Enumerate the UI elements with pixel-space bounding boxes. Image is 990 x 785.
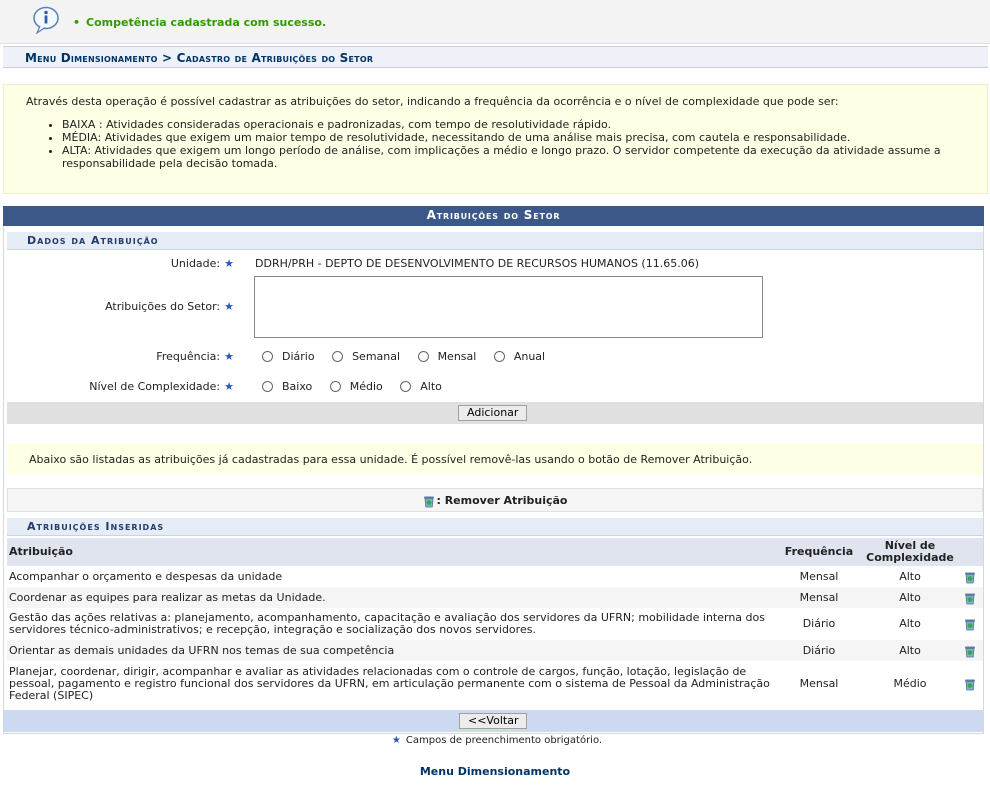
cell-nivel: Alto: [863, 566, 957, 587]
cell-atribuicao: Orientar as demais unidades da UFRN nos temas de sua competência: [7, 640, 775, 661]
complexidade-label: Nível de Complexidade: ★: [89, 380, 234, 393]
frequencia-radio-group: [262, 350, 559, 365]
footer-bar: [3, 710, 984, 732]
trash-icon[interactable]: [963, 617, 977, 631]
trash-icon: [422, 494, 436, 508]
table-row: [7, 640, 983, 661]
radio-circle[interactable]: [400, 381, 411, 392]
cell-nivel: Alto: [863, 608, 957, 640]
radio-circle[interactable]: [494, 351, 505, 362]
remove-button[interactable]: [957, 608, 983, 640]
section-inseridas-title: Atribuições Inseridas: [7, 518, 983, 536]
remove-button[interactable]: [957, 640, 983, 661]
atribuicoes-table: [7, 538, 983, 707]
cell-frequencia: Diário: [775, 640, 863, 661]
adicionar-bar: [7, 402, 983, 424]
atribuicoes-label: Atribuições do Setor: ★: [105, 300, 234, 313]
cell-atribuicao: Coordenar as equipes para realizar as metas da Unidade.: [7, 587, 775, 608]
radio-circle[interactable]: [262, 381, 273, 392]
table-row: [7, 587, 983, 608]
required-star-icon: ★: [224, 300, 234, 313]
radio-circle[interactable]: [418, 351, 429, 362]
required-star-icon: ★: [391, 735, 401, 746]
success-message: • Competência cadastrada com sucesso.: [73, 16, 326, 29]
adicionar-button[interactable]: Adicionar: [458, 405, 527, 421]
trash-icon[interactable]: [963, 644, 977, 658]
cell-nivel: Alto: [863, 640, 957, 661]
section-dados-title: Dados da Atribuição: [7, 232, 983, 250]
menu-dimensionamento-link[interactable]: Menu Dimensionamento: [419, 765, 571, 778]
radio-diario[interactable]: Diário: [262, 350, 315, 363]
unidade-value: DDRH/PRH - DEPTO DE DESENVOLVIMENTO DE RECURSOS HUMANOS (11.65.06): [255, 257, 699, 270]
voltar-button[interactable]: <<Voltar: [459, 713, 527, 729]
table-row: [7, 608, 983, 640]
radio-medio[interactable]: Médio: [330, 380, 383, 393]
cell-atribuicao: Planejar, coordenar, dirigir, acompanhar e avaliar as atividades relacionadas com o controle de cargos, função, lotação, legislação de pessoal, pagamento e registro funcional dos servidores da UFRN, em articulação permanente com o sistema de Pessoal da Administração Federal (SIPEC): [7, 661, 775, 707]
message-bar: [0, 0, 990, 44]
col-nivel: Nível de Complexidade: [863, 538, 957, 566]
cell-frequencia: Mensal: [775, 587, 863, 608]
table-row: [7, 661, 983, 707]
cell-frequencia: Diário: [775, 608, 863, 640]
radio-mensal[interactable]: Mensal: [418, 350, 477, 363]
radio-semanal[interactable]: Semanal: [332, 350, 400, 363]
radio-circle[interactable]: [332, 351, 343, 362]
col-frequencia: Frequência: [775, 538, 863, 566]
radio-circle[interactable]: [262, 351, 273, 362]
remove-button[interactable]: [957, 566, 983, 587]
required-star-icon: ★: [224, 350, 234, 363]
intro-text: Através desta operação é possível cadastrar as atribuições do setor, indicando a frequência da ocorrência e o nível de complexidade que pode ser:: [26, 95, 839, 108]
atribuicoes-textarea[interactable]: [254, 276, 763, 338]
list-note: Abaixo são listadas as atribuições já cadastradas para essa unidade. É possível removê-las usando o botão de Remover Atribuição.: [7, 444, 983, 474]
required-star-icon: ★: [224, 380, 234, 393]
cell-nivel: Médio: [863, 661, 957, 707]
intro-item-media: • MÉDIA: Atividades que exigem um maior tempo de resolutividade, necessitando de uma análise mais precisa, com cautela e responsabilidade.: [62, 131, 965, 144]
panel-title: Atribuições do Setor: [3, 206, 984, 226]
intro-item-baixa: • BAIXA : Atividades consideradas operacionais e padronizadas, com tempo de resolutividade rápido.: [62, 118, 965, 131]
complexidade-radio-group: [262, 380, 456, 395]
legend-remover: : Remover Atribuição: [7, 488, 983, 512]
cell-frequencia: Mensal: [775, 661, 863, 707]
unidade-label: Unidade: ★: [170, 257, 234, 270]
frequencia-label: Frequência: ★: [156, 350, 234, 363]
trash-icon[interactable]: [963, 570, 977, 584]
col-actions: [957, 538, 983, 566]
required-star-icon: ★: [224, 257, 234, 270]
remove-button[interactable]: [957, 587, 983, 608]
table-row: [7, 566, 983, 587]
radio-circle[interactable]: [330, 381, 341, 392]
cell-atribuicao: Acompanhar o orçamento e despesas da unidade: [7, 566, 775, 587]
required-note: ★ Campos de preenchimento obrigatório.: [391, 735, 603, 746]
table-header-row: [7, 538, 983, 566]
cell-nivel: Alto: [863, 587, 957, 608]
breadcrumb: Menu Dimensionamento > Cadastro de Atribuições do Setor: [3, 46, 988, 68]
trash-icon[interactable]: [963, 677, 977, 691]
radio-alto[interactable]: Alto: [400, 380, 442, 393]
intro-item-alta: • ALTA: Atividades que exigem um longo período de análise, com implicações a médio e longo prazo. O servidor competente da execução da atividade assume a responsabilidade pela decisão tomada.: [62, 144, 965, 170]
radio-anual[interactable]: Anual: [494, 350, 545, 363]
radio-baixo[interactable]: Baixo: [262, 380, 312, 393]
remove-button[interactable]: [957, 661, 983, 707]
trash-icon[interactable]: [963, 591, 977, 605]
cell-atribuicao: Gestão das ações relativas a: planejamento, acompanhamento, capacitação e avaliação dos servidores da UFRN; mobilidade interna dos servidores técnico-administrativos; e recepção, integração e socialização dos novos servidores.: [7, 608, 775, 640]
cell-frequencia: Mensal: [775, 566, 863, 587]
intro-box: [3, 84, 988, 194]
info-icon: [32, 6, 62, 34]
col-atribuicao: Atribuição: [7, 538, 775, 566]
